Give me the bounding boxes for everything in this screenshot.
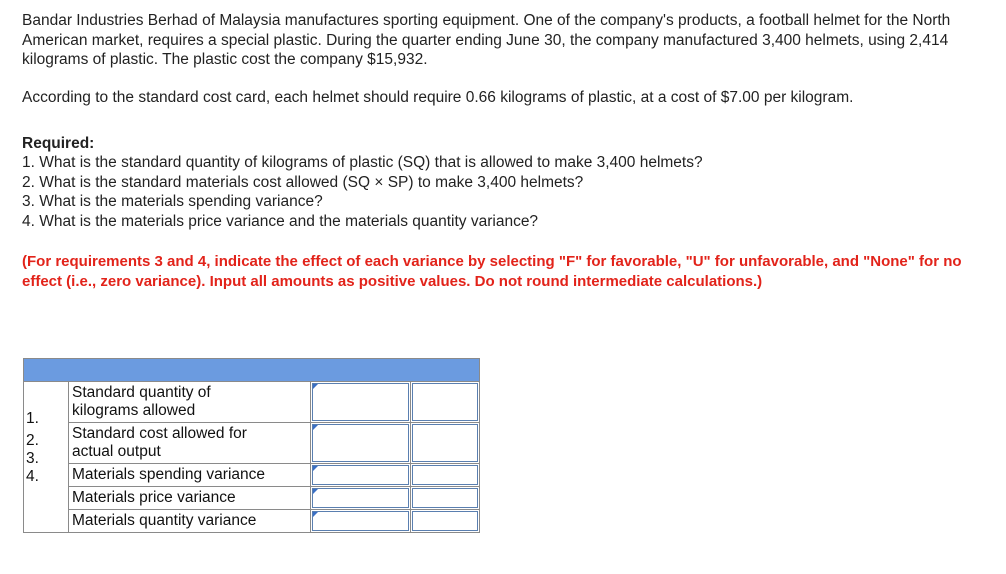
row-label: Standard cost allowed for actual output xyxy=(69,423,311,464)
table-row xyxy=(24,464,480,487)
row-number-column xyxy=(24,382,69,533)
row-label: Materials price variance xyxy=(69,487,311,510)
standard-cost-unit-cell xyxy=(412,424,478,462)
requirement-1: 1. What is the standard quantity of kilograms of plastic (SQ) that is allowed to make 3,400 helmets? xyxy=(22,154,703,171)
table-row xyxy=(24,382,480,423)
required-heading: Required: xyxy=(22,135,95,152)
row-label: Standard quantity of kilograms allowed xyxy=(69,382,311,423)
instructions-text: (For requirements 3 and 4, indicate the effect of each variance by selecting "F" for favorable, "U" for unfavorable, and "None" for no effect (i.e., zero variance). Input all amounts as positive values. Do not round intermediate calculations.) xyxy=(22,253,962,290)
requirement-2: 2. What is the standard materials cost allowed (SQ × SP) to make 3,400 helmets? xyxy=(22,173,584,191)
requirement-4: 4. What is the materials price variance and the materials quantity variance? xyxy=(22,212,539,230)
table-row xyxy=(24,423,480,464)
row-number-1: 1. xyxy=(26,410,39,427)
intro-paragraph: Bandar Industries Berhad of Malaysia manufactures sporting equipment. One of the company's products, a football helmet for the North American market, requires a special plastic. During the quarter ending June 30, the company manufactured 3,400 helmets, using 2,414 kilograms of plastic. The plastic cost the company $15,932. xyxy=(22,12,951,68)
spending-variance-amount-input[interactable] xyxy=(312,465,409,485)
price-variance-amount-input[interactable] xyxy=(312,488,409,508)
answer-table xyxy=(23,358,480,533)
row-label: Materials quantity variance xyxy=(69,510,311,533)
table-row xyxy=(24,510,480,533)
requirement-3: 3. What is the materials spending variance? xyxy=(22,193,323,210)
standard-quantity-input[interactable] xyxy=(312,383,409,421)
row-number-4: 4. xyxy=(26,468,39,485)
price-variance-effect-select[interactable] xyxy=(412,488,478,508)
row-number-3: 3. xyxy=(26,450,39,467)
quantity-variance-amount-input[interactable] xyxy=(312,511,409,531)
table-header xyxy=(24,359,480,382)
quantity-variance-effect-select[interactable] xyxy=(412,511,478,531)
standard-cost-input[interactable] xyxy=(312,424,409,462)
table-header-row xyxy=(24,359,480,382)
table-row xyxy=(24,487,480,510)
spending-variance-effect-select[interactable] xyxy=(412,465,478,485)
standard-quantity-unit-cell xyxy=(412,383,478,421)
requirements-list xyxy=(22,153,982,231)
standard-cost-paragraph: According to the standard cost card, each helmet should require 0.66 kilograms of plastic, at a cost of $7.00 per kilogram. xyxy=(22,88,854,106)
row-label: Materials spending variance xyxy=(69,464,311,487)
problem-statement xyxy=(22,11,982,291)
row-number-2: 2. xyxy=(26,432,39,449)
